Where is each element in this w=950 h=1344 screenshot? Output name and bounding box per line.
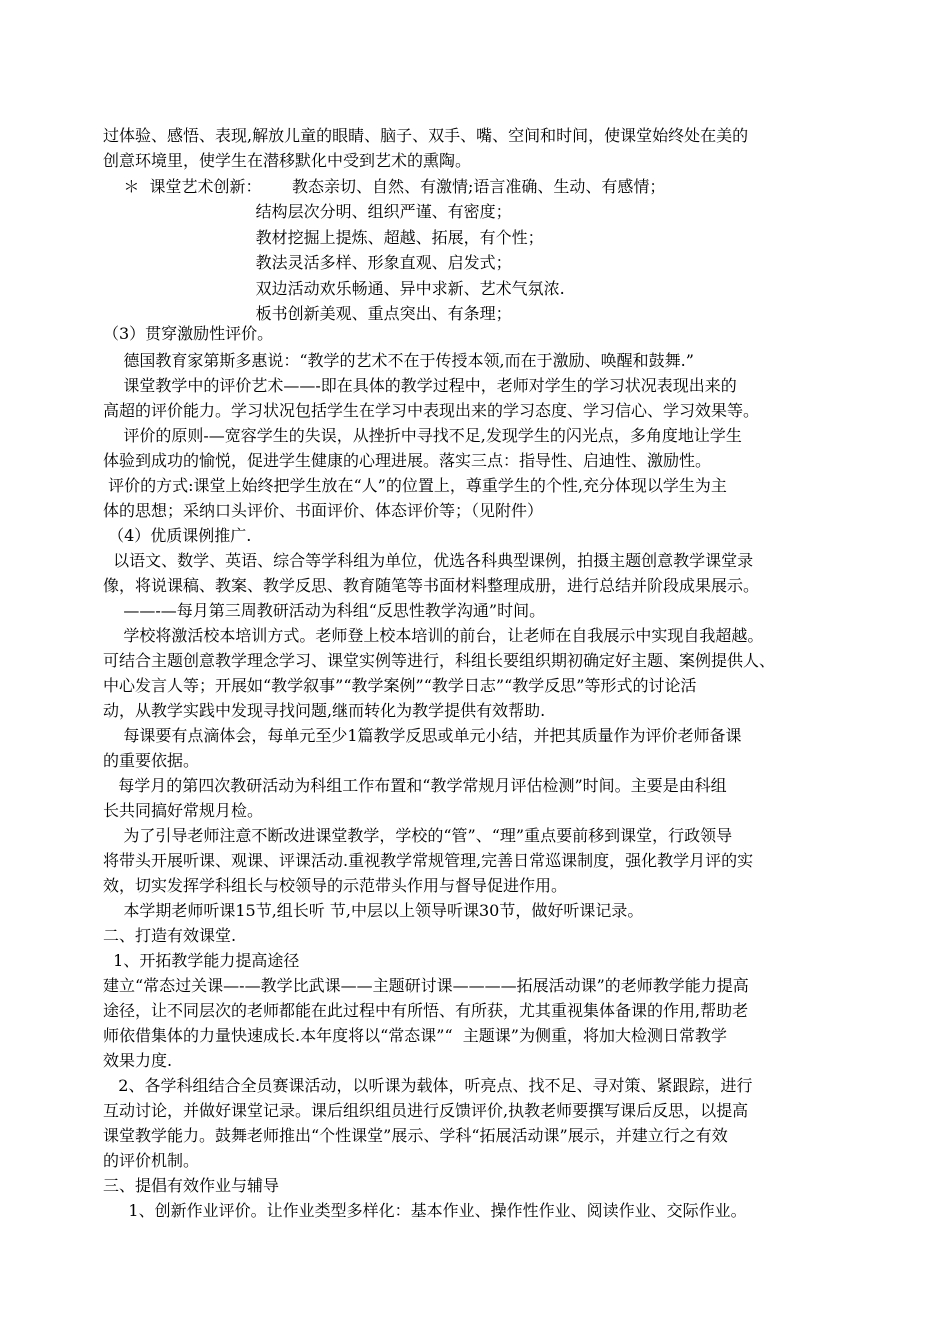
paragraph-line: 创意环境里，使学生在潜移默化中受到艺术的熏陶。 xyxy=(103,151,472,170)
section-heading: 二、打造有效课堂. xyxy=(103,926,237,945)
paragraph-line: 长共同搞好常规月检。 xyxy=(103,801,264,820)
paragraph-line: 为了引导老师注意不断改进课堂教学，学校的“管”、“理”重点要前移到课堂，行政领导 xyxy=(103,826,733,845)
paragraph-line: 像，将说课稿、教案、教学反思、教育随笔等书面材料整理成册，进行总结并阶段成果展示。 xyxy=(103,576,760,595)
paragraph-line: ＊ 课堂艺术创新： 教态亲切、自然、有激情;语言准确、生动、有感情； xyxy=(103,177,666,196)
paragraph-line: 将带头开展听课、观课、评课活动.重视教学常规管理,完善日常巡课制度，强化教学月评的实 xyxy=(103,851,754,870)
section-heading: （3）贯穿激励性评价。 xyxy=(103,324,274,343)
paragraph-line: 师依借集体的力量快速成长.本年度将以“常态课”“ 主题课”为侧重，将加大检测日常教学 xyxy=(103,1026,727,1045)
paragraph-line: 体的思想；采纳口头评价、书面评价、体态评价等；（见附件） xyxy=(103,501,544,520)
paragraph-line: 高超的评价能力。学习状况包括学生在学习中表现出来的学习态度、学习信心、学习效果等。 xyxy=(103,401,760,420)
paragraph-line: 体验到成功的愉悦，促进学生健康的心理进展。落实三点：指导性、启迪性、激励性。 xyxy=(103,451,712,470)
paragraph-line: 评价的原则-—宽容学生的失误，从挫折中寻找不足,发现学生的闪光点，多角度地让学生 xyxy=(103,426,742,445)
paragraph-line: 结构层次分明、组织严谨、有密度； xyxy=(103,202,512,221)
paragraph-line: 途径，让不同层次的老师都能在此过程中有所悟、有所获，尤其重视集体备课的作用,帮助老 xyxy=(103,1001,749,1020)
paragraph-line: 效，切实发挥学科组长与校领导的示范带头作用与督导促进作用。 xyxy=(103,876,568,895)
paragraph-line: 过体验、感悟、表现,解放儿童的眼睛、脑子、双手、嘴、空间和时间，使课堂始终处在美的 xyxy=(103,126,749,145)
paragraph-line: 2、各学科组结合全员赛课活动，以听课为载体，听亮点、找不足、寻对策、紧跟踪，进行 xyxy=(103,1076,753,1095)
paragraph-line: 可结合主题创意教学理念学习、课堂实例等进行，科组长要组织期初确定好主题、案例提供人、 xyxy=(103,651,776,670)
paragraph-line: 建立“常态过关课—-—教学比武课——主题研讨课————拓展活动课”的老师教学能力提高 xyxy=(103,976,749,995)
paragraph-line: 中心发言人等；开展如“教学叙事”“教学案例”“教学日志”“教学反思”等形式的讨论活 xyxy=(103,676,697,695)
paragraph-line: 的重要依据。 xyxy=(103,751,200,770)
paragraph-line: ——-—每月第三周教研活动为科组“反思性教学沟通”时间。 xyxy=(103,601,546,620)
paragraph-line: 学校将激活校本培训方式。老师登上校本培训的前台，让老师在自我展示中实现自我超越。 xyxy=(103,626,764,645)
paragraph-line: 教法灵活多样、形象直观、启发式； xyxy=(103,253,512,272)
paragraph-line: 每课要有点滴体会，每单元至少1篇教学反思或单元小结，并把其质量作为评价老师备课 xyxy=(103,726,742,745)
paragraph-line: 课堂教学中的评价艺术——-即在具体的教学过程中，老师对学生的学习状况表现出来的 xyxy=(103,376,737,395)
paragraph-line: 效果力度. xyxy=(103,1051,173,1070)
paragraph-line: 双边活动欢乐畅通、异中求新、艺术气氛浓. xyxy=(103,279,565,298)
paragraph-line: 每学月的第四次教研活动为科组工作布置和“教学常规月评估检测”时间。主要是由科组 xyxy=(103,776,727,795)
subsection-heading: 1、开拓教学能力提高途径 xyxy=(103,951,300,970)
paragraph-line: 评价的方式:课堂上始终把学生放在“人”的位置上，尊重学生的个性,充分体现以学生为主 xyxy=(103,476,727,495)
paragraph-line: 板书创新美观、重点突出、有条理； xyxy=(103,304,512,323)
paragraph-line: 以语文、数学、英语、综合等学科组为单位，优选各科典型课例，拍摄主题创意教学课堂录 xyxy=(103,551,754,570)
paragraph-line: 1、创新作业评价。让作业类型多样化：基本作业、操作性作业、阅读作业、交际作业。 xyxy=(103,1201,747,1220)
paragraph-line: 的评价机制。 xyxy=(103,1151,200,1170)
section-heading: （4）优质课例推广. xyxy=(103,526,252,545)
paragraph-line: 互动讨论，并做好课堂记录。课后组织组员进行反馈评价,执教老师要撰写课后反思，以提高 xyxy=(103,1101,749,1120)
paragraph-line: 德国教育家第斯多惠说：“教学的艺术不在于传授本领,而在于激励、唤醒和鼓舞.” xyxy=(103,351,694,370)
paragraph-line: 教材挖掘上提炼、超越、拓展，有个性； xyxy=(103,228,544,247)
paragraph-line: 本学期老师听课15节,组长听 节,中层以上领导听课30节，做好听课记录。 xyxy=(103,901,644,920)
section-heading: 三、提倡有效作业与辅导 xyxy=(103,1176,280,1195)
paragraph-line: 课堂教学能力。鼓舞老师推出“个性课堂”展示、学科“拓展活动课”展示，并建立行之有效 xyxy=(103,1126,728,1145)
paragraph-line: 动，从教学实践中发现寻找问题,继而转化为教学提供有效帮助. xyxy=(103,701,546,720)
